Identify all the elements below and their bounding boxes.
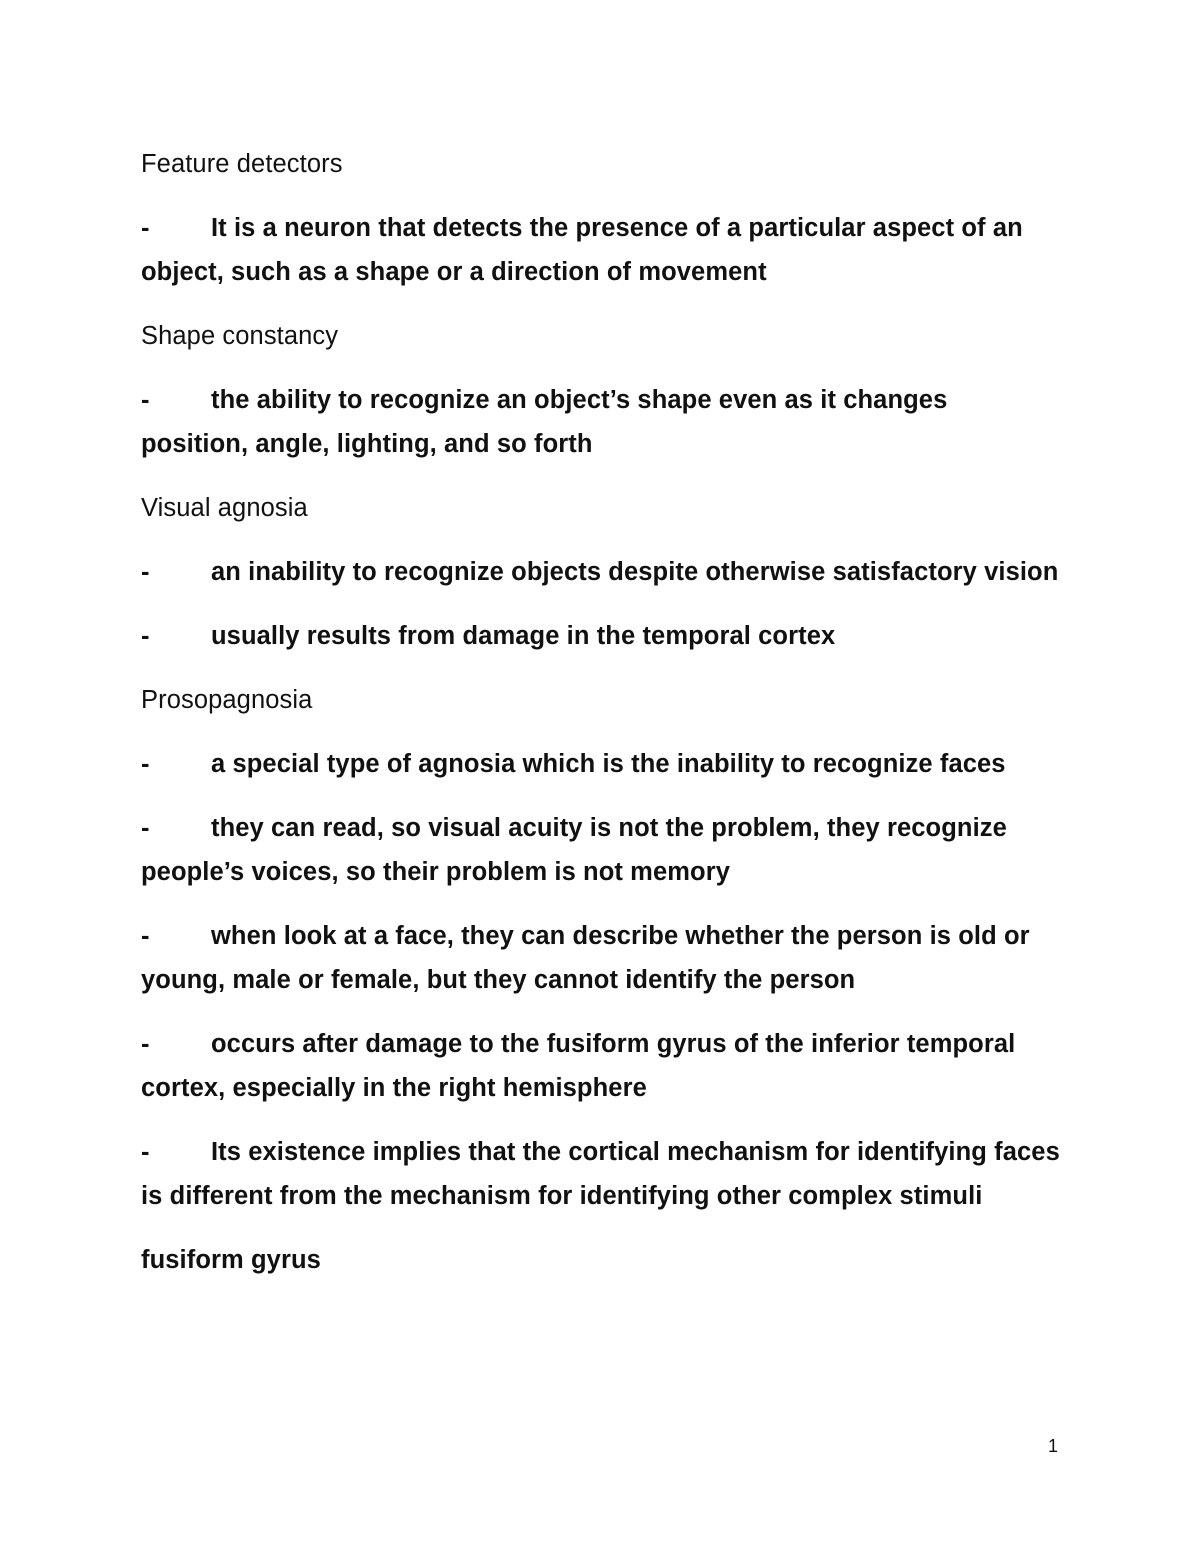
bullet-marker: - <box>141 622 150 650</box>
bullet-text: when look at a face, they can describe whether the person is old or young, male or female, but they cannot identify the person <box>141 922 1030 994</box>
bullet-text: they can read, so visual acuity is not the problem, they recognize people’s voices, so their problem is not memory <box>141 814 1007 886</box>
section-heading: Visual agnosia <box>141 494 308 522</box>
bullet-text: the ability to recognize an object’s shape even as it changes position, angle, lighting, and so forth <box>141 386 948 458</box>
section-heading: Shape constancy <box>141 322 339 350</box>
bullet-item <box>141 206 1061 294</box>
bullet-item <box>141 614 1061 658</box>
bullet-text: Its existence implies that the cortical mechanism for identifying faces is different from the mechanism for identifying other complex stimuli <box>141 1138 1060 1210</box>
bullet-item <box>141 378 1061 466</box>
bullet-item <box>141 1022 1061 1110</box>
bullet-item <box>141 1130 1061 1218</box>
page-number: 1 <box>1047 1436 1058 1456</box>
bullet-marker: - <box>141 922 150 950</box>
bullet-text: occurs after damage to the fusiform gyrus of the inferior temporal cortex, especially in the right hemisphere <box>141 1030 1016 1102</box>
bullet-text: It is a neuron that detects the presence of a particular aspect of an object, such as a shape or a direction of movement <box>141 214 1023 286</box>
bullet-marker: - <box>141 1138 150 1166</box>
bullet-item <box>141 742 1061 786</box>
bullet-marker: - <box>141 214 150 242</box>
bullet-text: an inability to recognize objects despite otherwise satisfactory vision <box>211 558 1059 586</box>
bullet-item <box>141 550 1061 594</box>
bullet-marker: - <box>141 558 150 586</box>
document-body <box>141 142 1061 1302</box>
bullet-marker: - <box>141 386 150 414</box>
section-heading: Feature detectors <box>141 150 343 178</box>
bullet-text: usually results from damage in the temporal cortex <box>211 622 836 650</box>
bullet-marker: - <box>141 750 150 778</box>
bullet-marker: - <box>141 1030 150 1058</box>
bullet-marker: - <box>141 814 150 842</box>
bullet-text: a special type of agnosia which is the inability to recognize faces <box>211 750 1006 778</box>
bullet-item <box>141 914 1061 1002</box>
bullet-item <box>141 806 1061 894</box>
section-heading: fusiform gyrus <box>141 1246 321 1274</box>
section-heading: Prosopagnosia <box>141 686 313 714</box>
